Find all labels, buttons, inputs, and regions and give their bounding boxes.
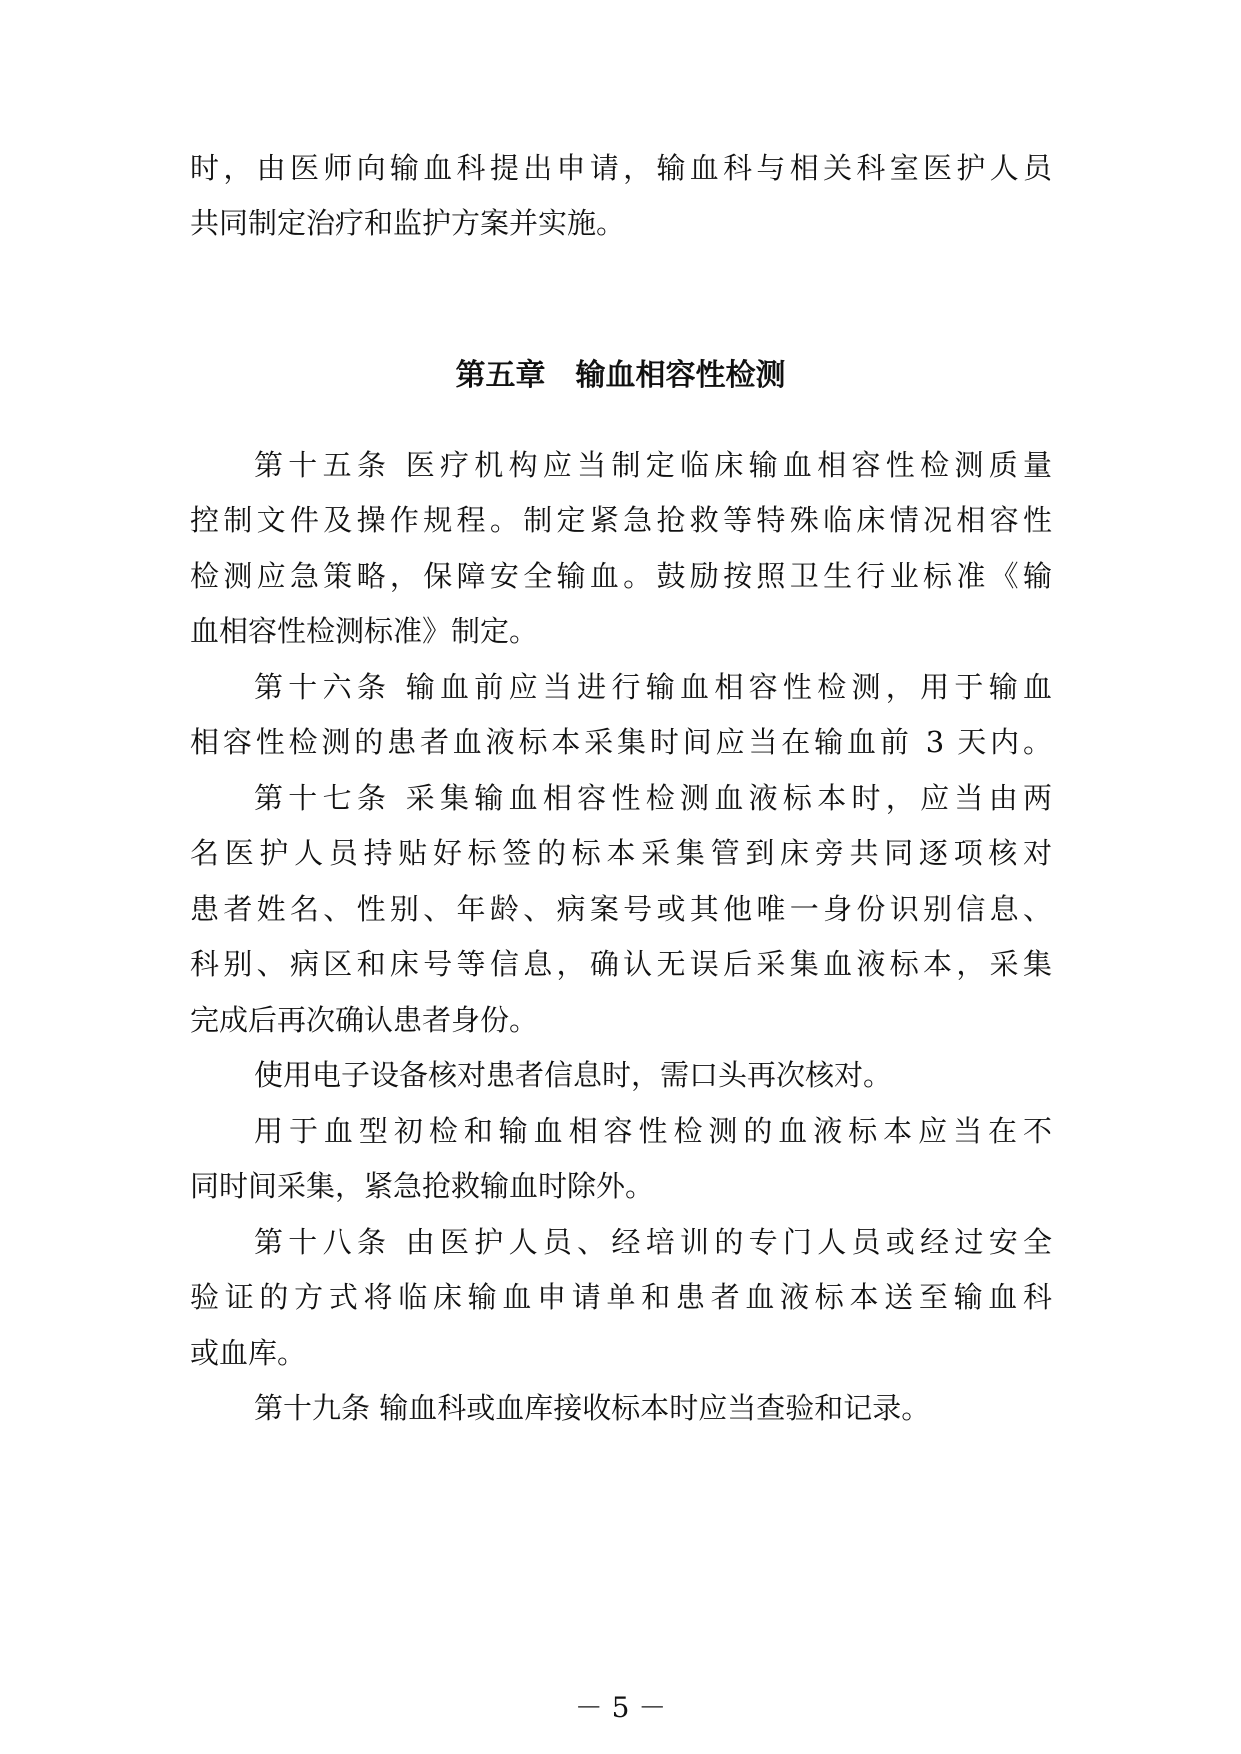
text-line: 共同制定治疗和监护方案并实施。 xyxy=(190,206,626,240)
text-line: 第十七条 采集输血相容性检测血液标本时，应当由两 xyxy=(254,781,1052,815)
text-line: 患者姓名、性别、年龄、病案号或其他唯一身份识别信息、 xyxy=(190,892,1052,926)
text-line: 同时间采集，紧急抢救输血时除外。 xyxy=(190,1169,655,1203)
text-line: 名医护人员持贴好标签的标本采集管到床旁共同逐项核对 xyxy=(190,836,1052,870)
text-line: 使用电子设备核对患者信息时，需口头再次核对。 xyxy=(254,1058,893,1092)
text-line: 检测应急策略，保障安全输血。鼓励按照卫生行业标准《输 xyxy=(190,559,1052,593)
text-line: 第十八条 由医护人员、经培训的专门人员或经过安全 xyxy=(254,1225,1052,1259)
text-line: 第十六条 输血前应当进行输血相容性检测，用于输血 xyxy=(254,670,1052,704)
text-line: 用于血型初检和输血相容性检测的血液标本应当在不 xyxy=(254,1114,1052,1148)
text-line: 第十五条 医疗机构应当制定临床输血相容性检测质量 xyxy=(254,448,1052,482)
text-line: 验证的方式将临床输血申请单和患者血液标本送至输血科 xyxy=(190,1280,1052,1314)
text-line: 科别、病区和床号等信息，确认无误后采集血液标本，采集 xyxy=(190,947,1052,981)
text-line: 第十九条 输血科或血库接收标本时应当查验和记录。 xyxy=(254,1391,931,1425)
text-line: 完成后再次确认患者身份。 xyxy=(190,1003,539,1037)
chapter-title: 第五章 输血相容性检测 xyxy=(455,358,786,393)
text-line: 或血库。 xyxy=(190,1336,307,1370)
text-line: 血相容性检测标准》制定。 xyxy=(190,614,539,648)
text-line: 时，由医师向输血科提出申请，输血科与相关科室医护人员 xyxy=(190,151,1052,185)
text-line: 相容性检测的患者血液标本采集时间应当在输血前 3 天内。 xyxy=(190,725,1052,759)
text-line: 控制文件及操作规程。制定紧急抢救等特殊临床情况相容性 xyxy=(190,503,1052,537)
page-number: － 5 － xyxy=(574,1691,667,1724)
